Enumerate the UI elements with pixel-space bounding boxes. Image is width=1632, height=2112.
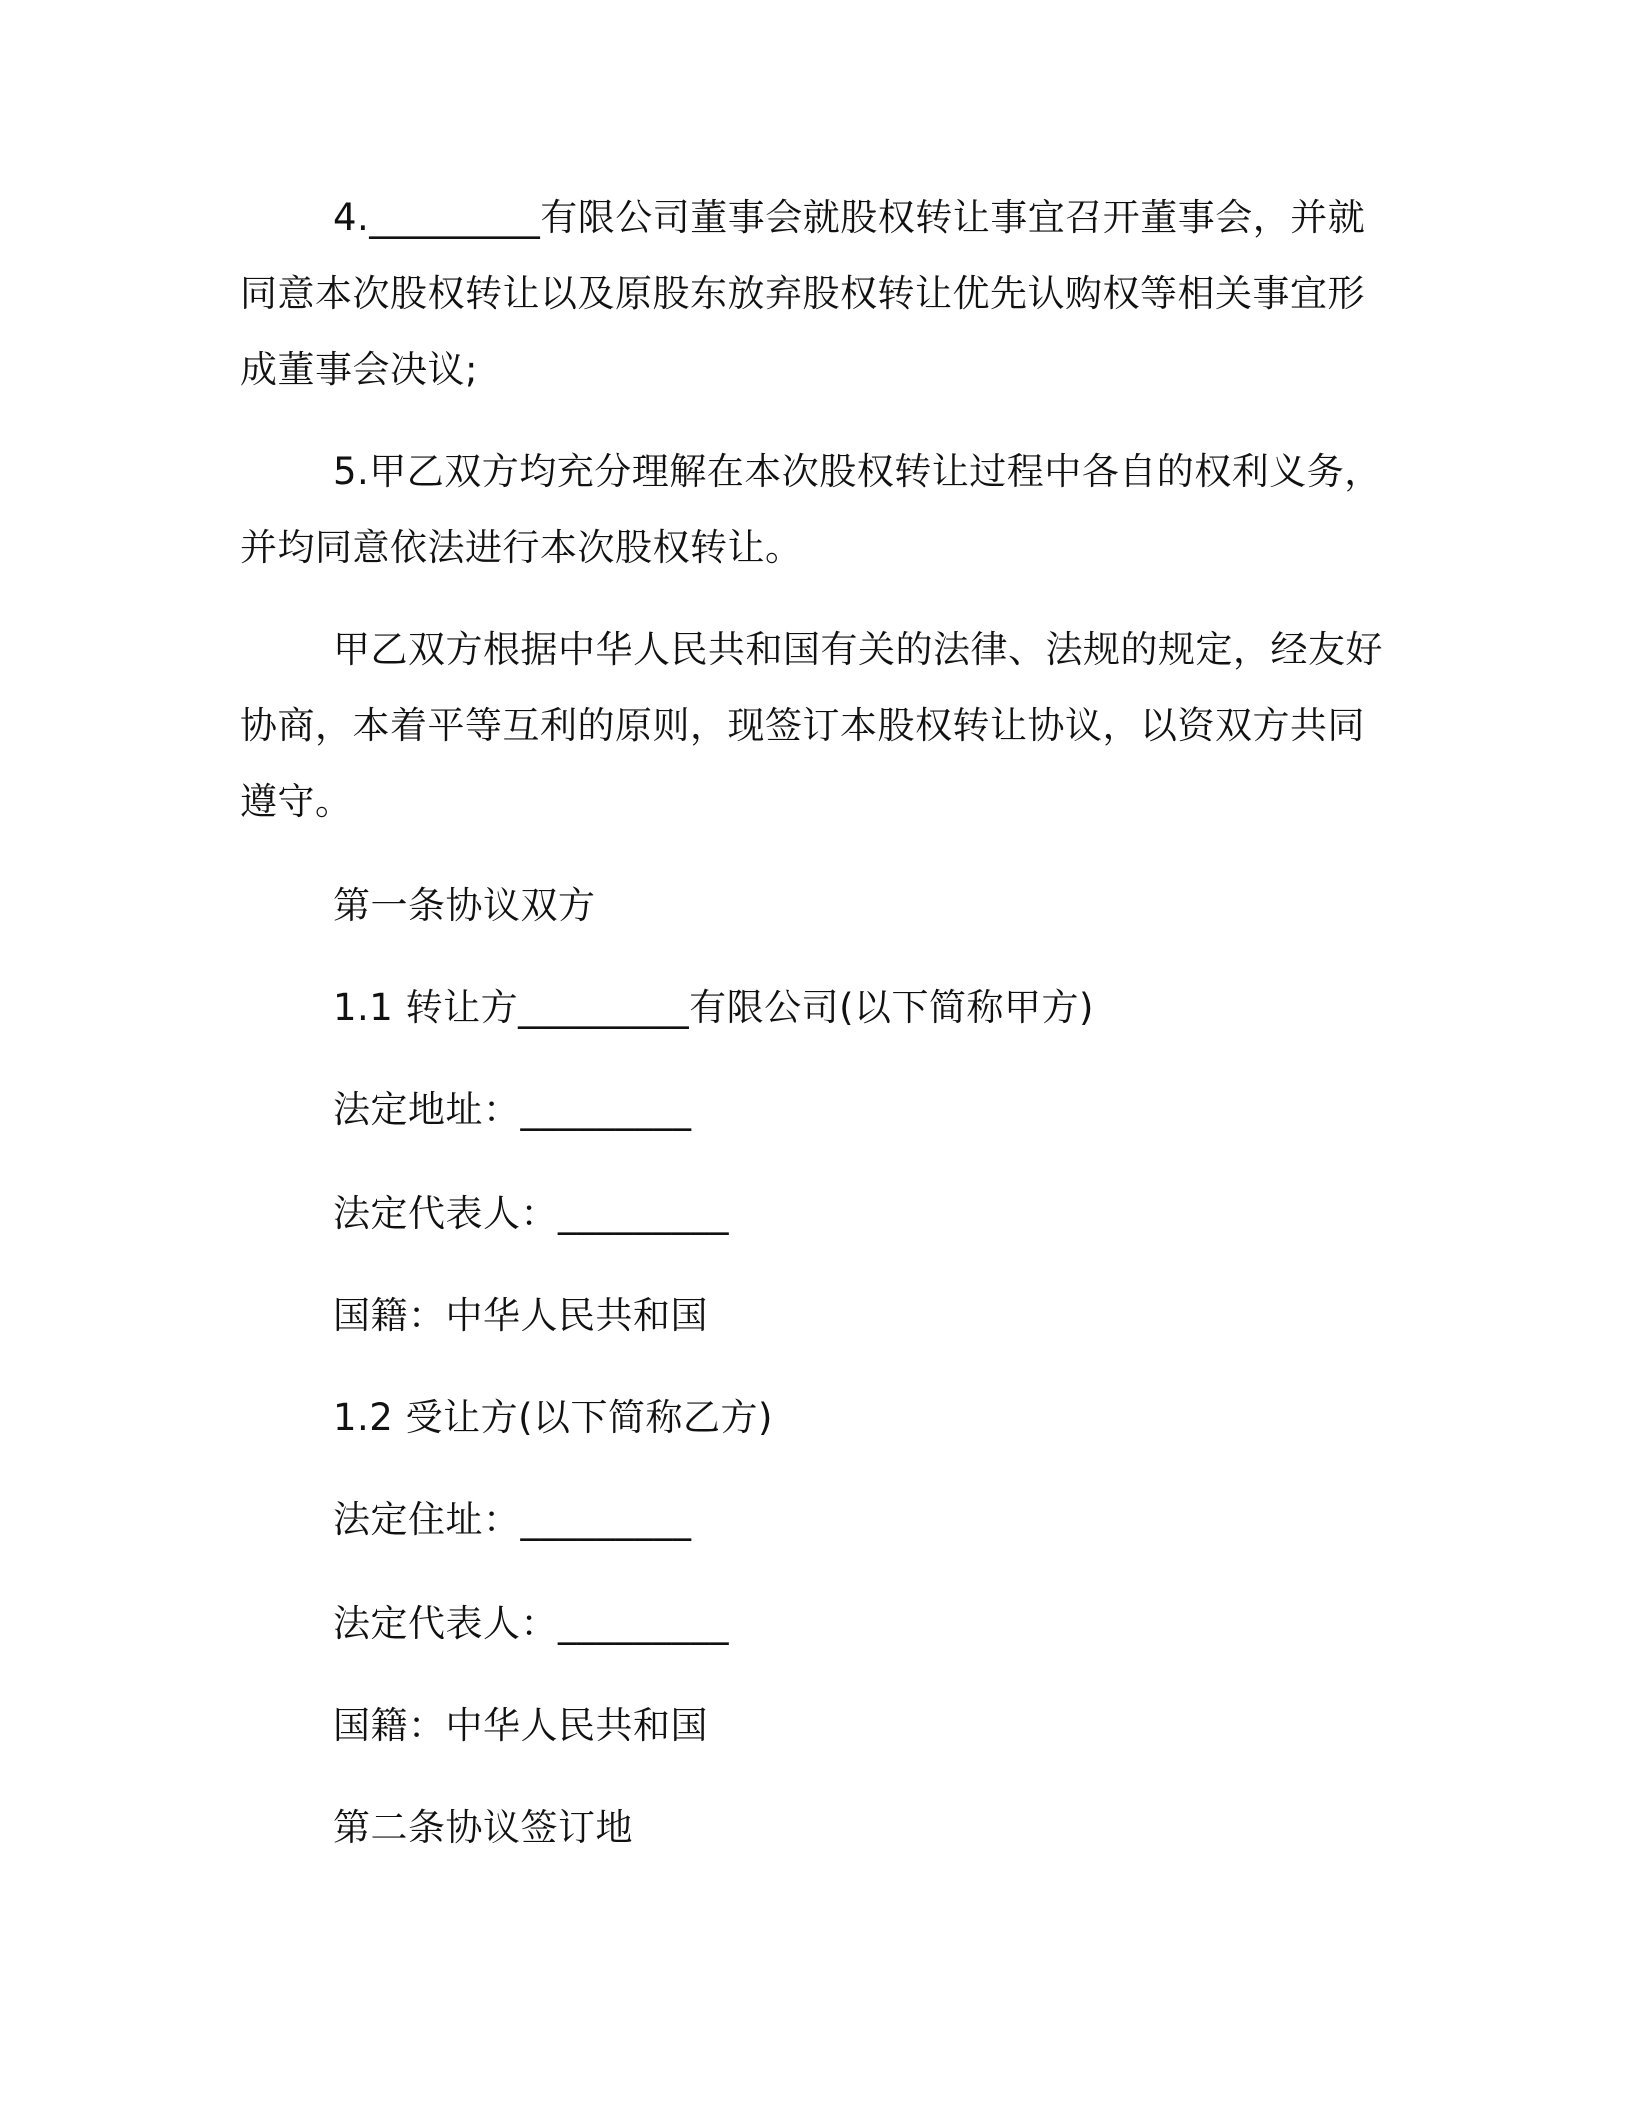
paragraph-5-line-2: 并均同意依法进行本次股权转让。 — [240, 526, 803, 569]
party-a-heading: 1.1 转让方_________有限公司(以下简称甲方) — [333, 986, 1094, 1029]
paragraph-4-line-3: 成董事会决议; — [240, 348, 478, 391]
intro-paragraph-line-2: 协商，本着平等互利的原则，现签订本股权转让协议，以资双方共同 — [240, 704, 1365, 747]
party-a-nationality: 国籍：中华人民共和国 — [333, 1294, 708, 1337]
paragraph-4-line-2: 同意本次股权转让以及原股东放弃股权转让优先认购权等相关事宜形 — [240, 272, 1365, 315]
intro-paragraph-line-1: 甲乙双方根据中华人民共和国有关的法律、法规的规定，经友好 — [333, 628, 1383, 671]
party-b-nationality: 国籍：中华人民共和国 — [333, 1704, 708, 1747]
article-1-heading: 第一条协议双方 — [333, 884, 596, 927]
party-b-representative: 法定代表人：_________ — [333, 1602, 729, 1645]
party-b-heading: 1.2 受让方(以下简称乙方) — [333, 1396, 773, 1439]
intro-paragraph-line-3: 遵守。 — [240, 780, 353, 823]
article-2-heading: 第二条协议签订地 — [333, 1806, 633, 1849]
party-a-representative: 法定代表人：_________ — [333, 1192, 729, 1235]
party-b-address: 法定住址：_________ — [333, 1498, 692, 1541]
paragraph-5-line-1: 5.甲乙双方均充分理解在本次股权转让过程中各自的权利义务， — [333, 450, 1382, 493]
party-a-address: 法定地址：_________ — [333, 1088, 692, 1131]
paragraph-4-line-1: 4._________有限公司董事会就股权转让事宜召开董事会，并就 — [333, 196, 1366, 239]
